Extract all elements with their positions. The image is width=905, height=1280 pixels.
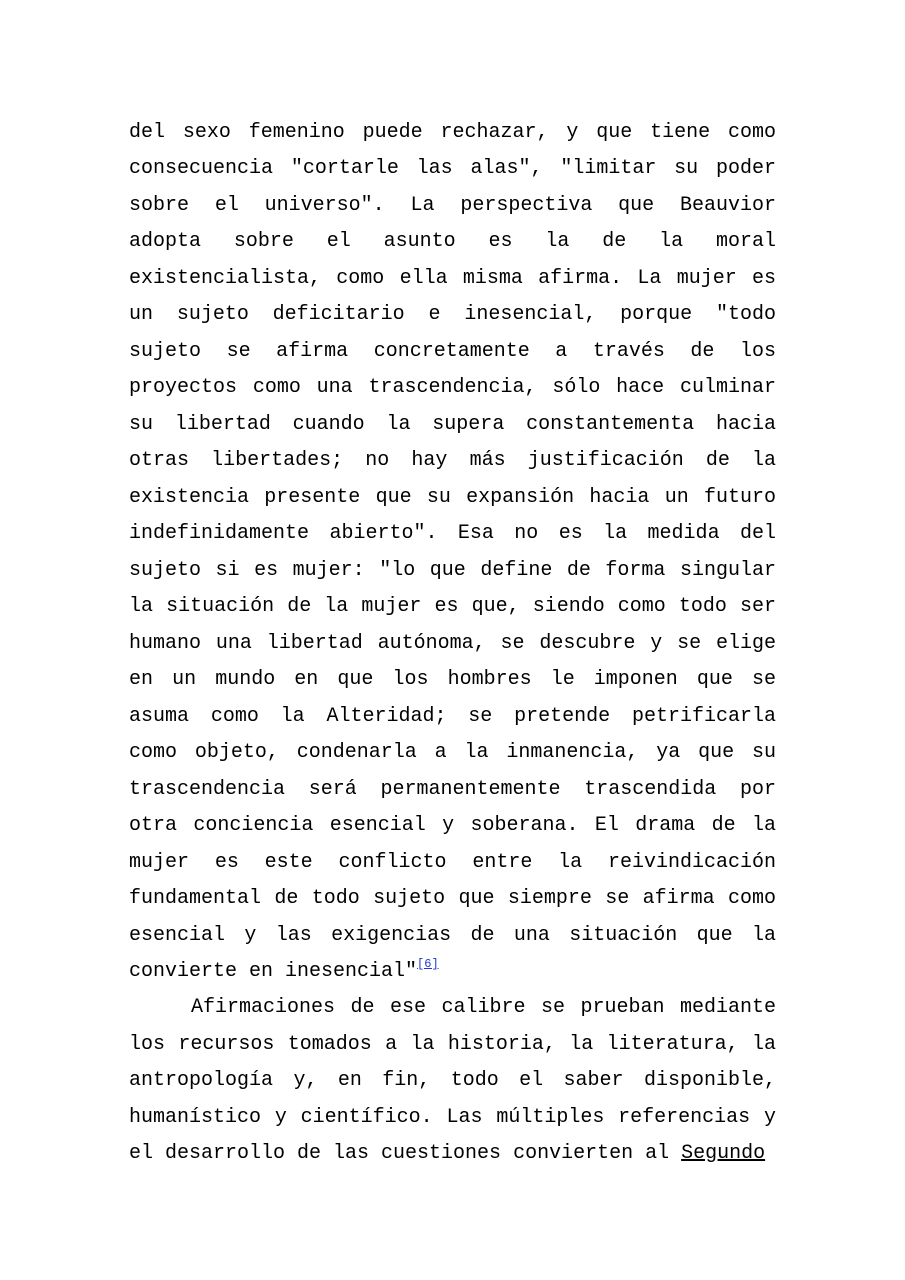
text-line: como objeto, condenarla a la inmanencia, ya que su: [129, 741, 776, 764]
text-line: [129, 957, 776, 984]
book-title-segundo: Segundo: [681, 1142, 766, 1165]
text-line: sujeto si es mujer: "lo que define de forma singular: [129, 559, 776, 582]
text-line: del sexo femenino puede rechazar, y que tiene como: [129, 121, 776, 144]
text-line: consecuencia "cortarle las alas", "limitar su poder: [129, 157, 776, 180]
text-line: fundamental de todo sujeto que siempre se afirma como: [129, 887, 776, 910]
footnote-link[interactable]: [6]: [417, 957, 439, 971]
text-line: antropología y, en fin, todo el saber disponible,: [129, 1069, 776, 1092]
text-line: [129, 1142, 776, 1166]
text-line: un sujeto deficitario e inesencial, porque "todo: [129, 303, 776, 326]
text-line: existencialista, como ella misma afirma. La mujer es: [129, 267, 776, 290]
text-line: sobre el universo". La perspectiva que Beauvior: [129, 194, 776, 217]
text-line: otras libertades; no hay más justificación de la: [129, 449, 776, 472]
text-line: adopta sobre el asunto es la de la moral: [129, 230, 776, 253]
text-line-content: convierte en inesencial": [129, 960, 418, 983]
text-line: mujer es este conflicto entre la reivindicación: [129, 851, 776, 874]
text-line: otra conciencia esencial y soberana. El drama de la: [129, 814, 776, 837]
text-line-content: el desarrollo de las cuestiones convierten al: [129, 1142, 682, 1165]
text-line: los recursos tomados a la historia, la literatura, la: [129, 1033, 776, 1056]
text-line: sujeto se afirma concretamente a través de los: [129, 340, 776, 363]
text-line: su libertad cuando la supera constantementa hacia: [129, 413, 776, 436]
text-line: existencia presente que su expansión hacia un futuro: [129, 486, 776, 509]
text-line: esencial y las exigencias de una situación que la: [129, 924, 776, 947]
text-line: asuma como la Alteridad; se pretende petrificarla: [129, 705, 776, 728]
text-line: en un mundo en que los hombres le imponen que se: [129, 668, 776, 691]
text-line: proyectos como una trascendencia, sólo hace culminar: [129, 376, 776, 399]
text-line: la situación de la mujer es que, siendo como todo ser: [129, 595, 776, 618]
text-line: humano una libertad autónoma, se descubre y se elige: [129, 632, 776, 655]
text-line: indefinidamente abierto". Esa no es la medida del: [129, 522, 776, 545]
text-line: trascendencia será permanentemente trascendida por: [129, 778, 776, 801]
text-line: humanístico y científico. Las múltiples referencias y: [129, 1106, 776, 1129]
text-line: Afirmaciones de ese calibre se prueban mediante: [191, 996, 776, 1019]
